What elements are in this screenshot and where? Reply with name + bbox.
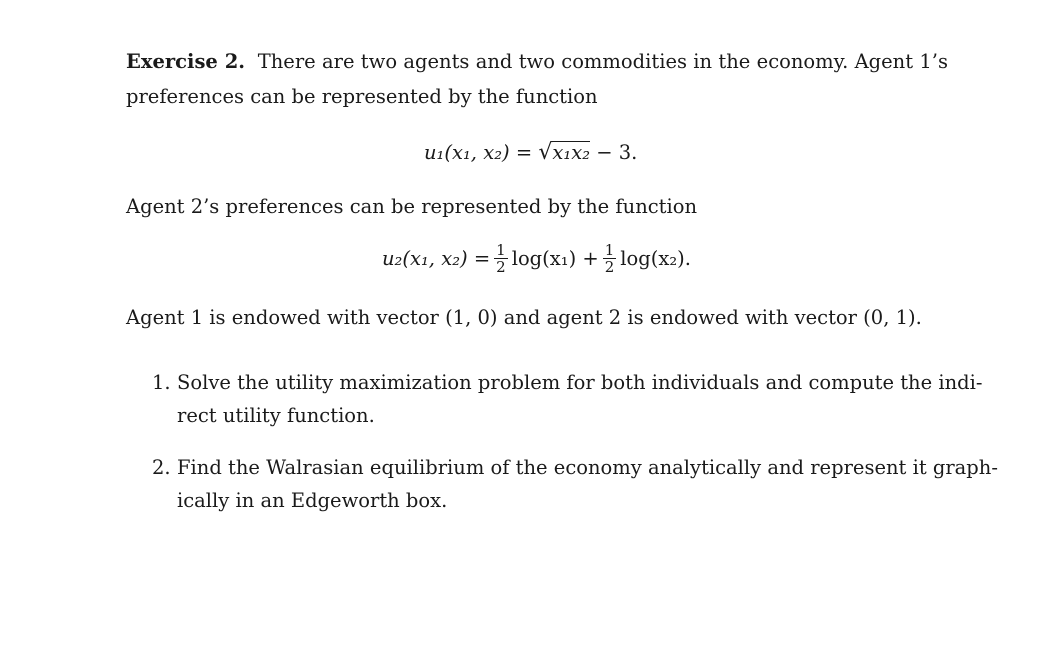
eq2-fraction-1 [494, 243, 508, 274]
eq2-frac2-num: 1 [604, 241, 615, 259]
agent2-text: Agent 2’s preferences can be represented by the function [126, 195, 698, 218]
item-1-line-2: rect utility function. [177, 404, 375, 427]
equation-agent1-utility [424, 141, 637, 165]
eq2-term2: log(x₂). [620, 247, 691, 270]
intro-line-2: preferences can be represented by the function [126, 85, 598, 108]
eq1-sqrt: √x₁x₂ [538, 140, 591, 165]
eq1-lhs: u₁(x₁, x₂) = [424, 141, 533, 164]
eq2-frac1-num: 1 [496, 241, 506, 259]
exercise-heading: Exercise 2. [126, 50, 246, 73]
endowment-text: Agent 1 is endowed with vector (1, 0) and agent 2 is endowed with vector (0, 1). [126, 306, 922, 329]
eq2-term1: log(x₁) + [511, 247, 599, 270]
item-2-number: 2. [152, 456, 171, 479]
item-2-line-1: Find the Walrasian equilibrium of the economy analytically and represent it graph- [177, 456, 998, 479]
eq1-rhs: − 3. [596, 141, 638, 164]
eq1-radicand: x₁x₂ [552, 141, 591, 164]
eq2-frac1-den: 2 [496, 258, 506, 276]
eq2-fraction-2 [603, 243, 617, 274]
intro-line-1 [126, 50, 948, 74]
equation-agent2-utility [382, 241, 691, 276]
item-1-line-1: Solve the utility maximization problem for both individuals and compute the indi- [177, 371, 983, 394]
intro-text-1: There are two agents and two commodities in the economy. Agent 1’s [257, 50, 948, 73]
eq2-lhs: u₂(x₁, x₂) = [382, 247, 491, 270]
item-2-line-2: ically in an Edgeworth box. [177, 489, 448, 512]
item-1-number: 1. [152, 371, 171, 394]
eq2-frac2-den: 2 [604, 258, 615, 276]
